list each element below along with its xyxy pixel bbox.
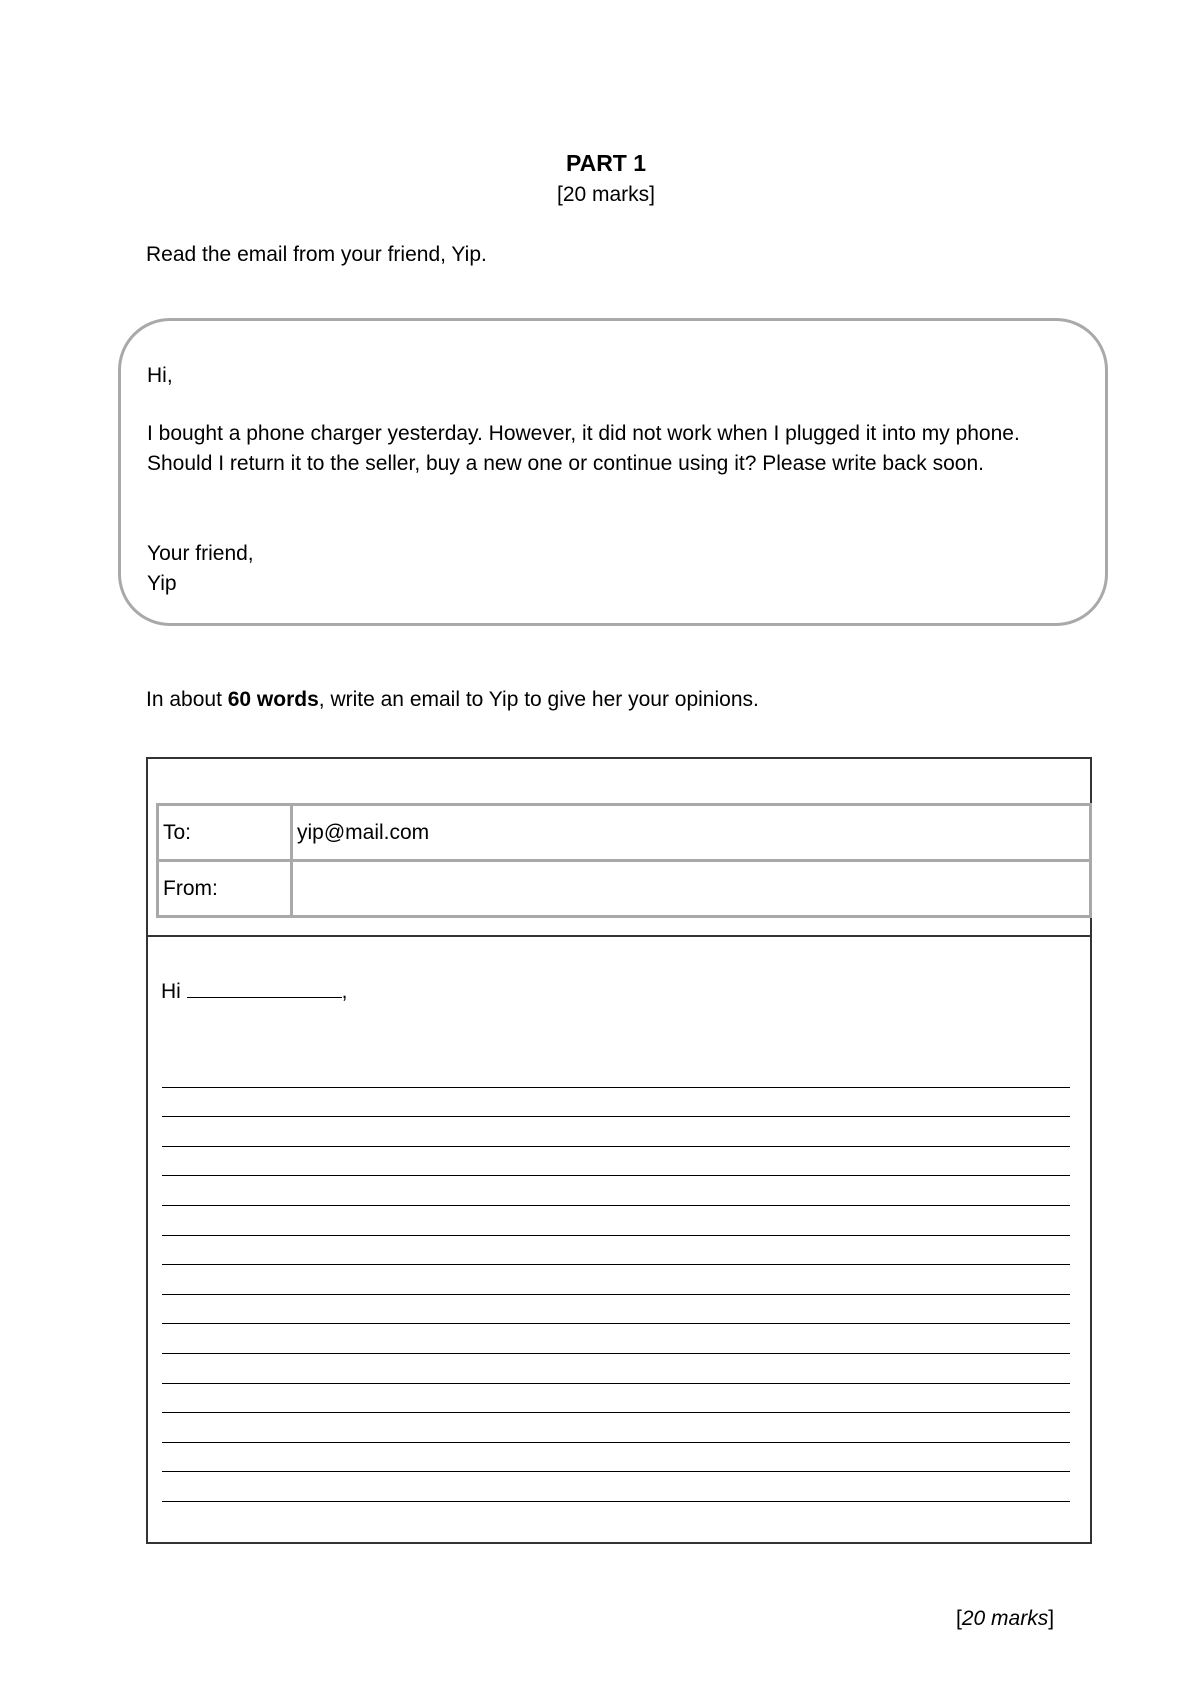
task-instruction (146, 688, 759, 712)
header-divider (148, 935, 1090, 937)
salutation-prefix: Hi (161, 980, 187, 1003)
writing-line[interactable] (162, 1472, 1070, 1502)
salutation-suffix: , (341, 980, 348, 1003)
footer-close-bracket: ] (1048, 1607, 1055, 1630)
salutation-name-blank[interactable] (187, 979, 342, 998)
writing-line[interactable] (162, 1206, 1070, 1236)
word-count: 60 words (227, 688, 319, 711)
writing-line[interactable] (162, 1236, 1070, 1266)
writing-line[interactable] (162, 1324, 1070, 1354)
writing-line[interactable] (162, 1295, 1070, 1325)
writing-line[interactable] (162, 1384, 1070, 1414)
task-prefix: In about (146, 688, 228, 711)
email-body: I bought a phone charger yesterday. However, it did not work when I plugged it into my phone. Should I return it to the seller, buy a new one or continue using it? Please write back soon. (147, 422, 1020, 475)
from-row (158, 861, 1091, 917)
writing-line[interactable] (162, 1147, 1070, 1177)
writing-line[interactable] (162, 1265, 1070, 1295)
part-marks: [20 marks] (556, 183, 656, 206)
footer-marks (956, 1607, 1054, 1631)
to-row (158, 805, 1091, 861)
writing-line[interactable] (162, 1176, 1070, 1206)
friend-email-box (118, 318, 1108, 626)
writing-line[interactable] (162, 1413, 1070, 1443)
answer-email-form (146, 757, 1092, 1544)
email-signature: Yip (147, 572, 177, 595)
writing-line[interactable] (162, 1443, 1070, 1473)
writing-line[interactable] (162, 1117, 1070, 1147)
part-title: PART 1 (565, 150, 647, 176)
salutation (161, 979, 348, 1004)
footer-marks-text: 20 marks (961, 1607, 1049, 1630)
email-header-table (156, 803, 1092, 918)
writing-line[interactable] (162, 1354, 1070, 1384)
writing-line[interactable] (162, 1088, 1070, 1118)
to-field: yip@mail.com (292, 805, 1091, 861)
email-closing: Your friend, (147, 542, 254, 565)
read-instruction: Read the email from your friend, Yip. (146, 243, 487, 266)
footer-open-bracket: [ (956, 1607, 962, 1630)
from-label: From: (158, 861, 292, 917)
writing-line[interactable] (162, 1058, 1070, 1088)
email-greeting: Hi, (147, 364, 173, 387)
task-suffix: , write an email to Yip to give her your opinions. (318, 688, 759, 711)
from-field[interactable] (292, 861, 1091, 917)
to-label: To: (158, 805, 292, 861)
writing-lines (162, 1058, 1070, 1502)
